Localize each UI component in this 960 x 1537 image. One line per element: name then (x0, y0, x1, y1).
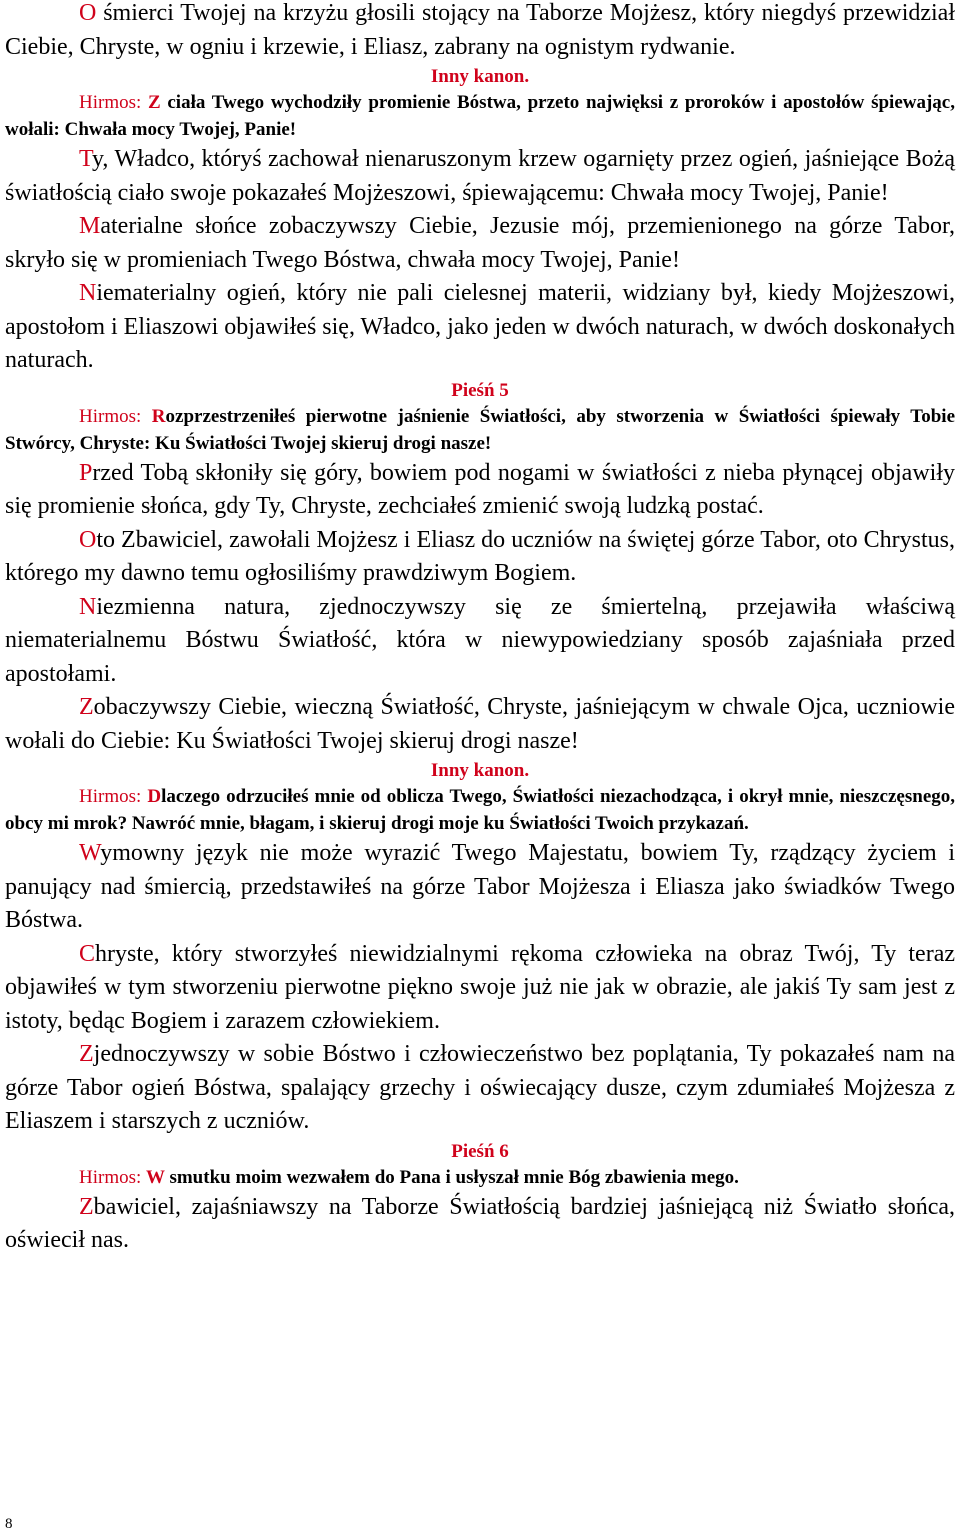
hirmos-initial: Z (147, 92, 161, 113)
strophe-text: bawiciel, zajaśniawszy na Taborze Światłością bardziej jaśniejącą niż Światło słońca, oświecił nas. (5, 1193, 955, 1253)
hirmos-initial: D (147, 786, 162, 807)
section-heading: Pieśń 5 (451, 379, 509, 401)
strophe-text: to Zbawiciel, zawołali Mojżesz i Eliasz do uczniów na świętej górze Tabor, oto Chrystus, którego my dawno temu ogłosiliśmy prawdziwym Bogiem. (5, 526, 955, 586)
strophe-text: ymowny język nie może wyrazić Twego Majestatu, bowiem Ty, rządzący życiem i panujący nad śmiercią, przedstawiłeś na górze Tabor Mojżesza i Eliasza jako świadków Twego Bóstwa. (5, 840, 955, 933)
strophe-paragraph (5, 591, 955, 692)
hirmos-label: Hirmos: (79, 786, 148, 807)
hirmos-paragraph (5, 89, 955, 143)
drop-initial: Z (79, 694, 94, 720)
strophe-paragraph (5, 0, 955, 64)
hirmos-label: Hirmos: (79, 92, 148, 113)
drop-initial: Z (79, 1041, 94, 1067)
hirmos-label: Hirmos: (79, 1166, 147, 1188)
strophe-text: y, Władco, któryś zachował nienaruszonym krzew ogarnięty przez ogień, jaśniejące Bożą światłością ciało swoje pokazałeś Mojżeszowi, śpiewającemu: Chwała mocy Twojej, Panie! (5, 146, 955, 206)
drop-initial: N (79, 280, 97, 306)
drop-initial: P (79, 459, 93, 486)
strophe-text: rzed Tobą skłoniły się góry, bowiem pod nogami w światłości z nieba płynącej objawiły się promienie słońca, gdy Ty, Chryste, zechciałeś zmienić swoją ludzką postać. (5, 459, 955, 519)
drop-initial: T (79, 146, 92, 172)
hirmos-initial: R (151, 405, 166, 427)
drop-initial: Z (79, 1193, 94, 1220)
hirmos-paragraph (5, 403, 955, 457)
strophe-paragraph (5, 1191, 955, 1258)
strophe-text: iematerialny ogień, który nie pali cielesnej materii, widziany był, kiedy Mojżeszowi, apostołom i Eliaszowi objawiłeś się, Władco, jako jeden w dwóch naturach, w dwóch doskonałych naturach. (5, 280, 955, 373)
drop-initial: M (79, 213, 101, 239)
strophe-text: obaczywszy Ciebie, wieczną Światłość, Chryste, jaśniejącym w chwale Ojca, uczniowie wołali do Ciebie: Ku Światłości Twojej skieruj drogi nasze! (5, 694, 955, 754)
strophe-text: aterialne słońce zobaczywszy Ciebie, Jezusie mój, przemienionego na górze Tabor, skryło się w promieniach Twego Bóstwa, chwała mocy Twojej, Panie! (5, 213, 955, 273)
section-heading: Inny kanon. (430, 66, 530, 87)
drop-initial: O (79, 0, 97, 26)
drop-initial: N (79, 593, 97, 620)
strophe-text: śmierci Twojej na krzyżu głosili stojący na Taborze Mojżesz, który niegdyś przewidział Ciebie, Chryste, w ogniu i krzewie, i Eliasz, zabrany na ognistym rydwanie. (5, 0, 955, 60)
strophe-text: iezmienna natura, zjednoczywszy się ze śmiertelną, przejawiła właściwą niematerialnemu Bóstwu Światłość, która w niewypowiedziany sposób zajaśniała przed apostołami. (5, 593, 955, 687)
page-number: 8 (5, 1516, 13, 1532)
section-heading: Pieśń 6 (451, 1140, 509, 1162)
document-page (5, 0, 955, 1258)
hirmos-text: laczego odrzuciłeś mnie od oblicza Twego, Światłości niezachodząca, i okrył mnie, nieszczęsnego, obcy mi mrok? Nawróć mnie, błagam, i skieruj drogi moje ku Światłości Twoich przykazań. (5, 786, 955, 834)
strophe-paragraph (5, 1038, 955, 1139)
hirmos-text: smutku moim wezwałem do Pana i usłyszał mnie Bóg zbawienia mego. (164, 1166, 739, 1188)
drop-initial: W (79, 840, 101, 866)
strophe-paragraph (5, 277, 955, 378)
strophe-text: jednoczywszy w sobie Bóstwo i człowieczeństwo bez poplątania, Ty pokazałeś nam na górze Tabor ogień Bóstwa, spalający grzechy i oświecający dusze, czym zdumiałeś Mojżesza z Eliaszem i starszych z uczniów. (5, 1041, 955, 1134)
strophe-paragraph (5, 457, 955, 524)
strophe-paragraph (5, 938, 955, 1039)
strophe-paragraph (5, 210, 955, 277)
strophe-text: hryste, który stworzyłeś niewidzialnymi rękoma człowieka na obraz Twój, Ty teraz objawiłeś w tym stworzeniu pierwotne piękno swoje już nie jak w obrazie, ale jakiś Ty sam jest z istoty, będąc Bogiem i zarazem człowiekiem. (5, 940, 955, 1034)
hirmos-paragraph (5, 1164, 955, 1191)
drop-initial: C (79, 940, 96, 967)
strophe-paragraph (5, 691, 955, 758)
hirmos-initial: W (146, 1166, 165, 1188)
hirmos-label: Hirmos: (79, 405, 152, 427)
drop-initial: O (79, 526, 97, 553)
hirmos-text: ciała Twego wychodziły promienie Bóstwa, przeto najwięksi z proroków i apostołów śpiewając, wołali: Chwała mocy Twojej, Panie! (5, 92, 955, 140)
strophe-paragraph (5, 837, 955, 938)
hirmos-paragraph (5, 783, 955, 837)
strophe-paragraph (5, 143, 955, 210)
section-heading: Inny kanon. (430, 760, 530, 781)
hirmos-text: ozprzestrzeniłeś pierwotne jaśnienie Światłości, aby stworzenia w Światłości śpiewały Tobie Stwórcy, Chryste: Ku Światłości Twojej skieruj drogi nasze! (5, 405, 956, 454)
strophe-paragraph (5, 524, 955, 591)
